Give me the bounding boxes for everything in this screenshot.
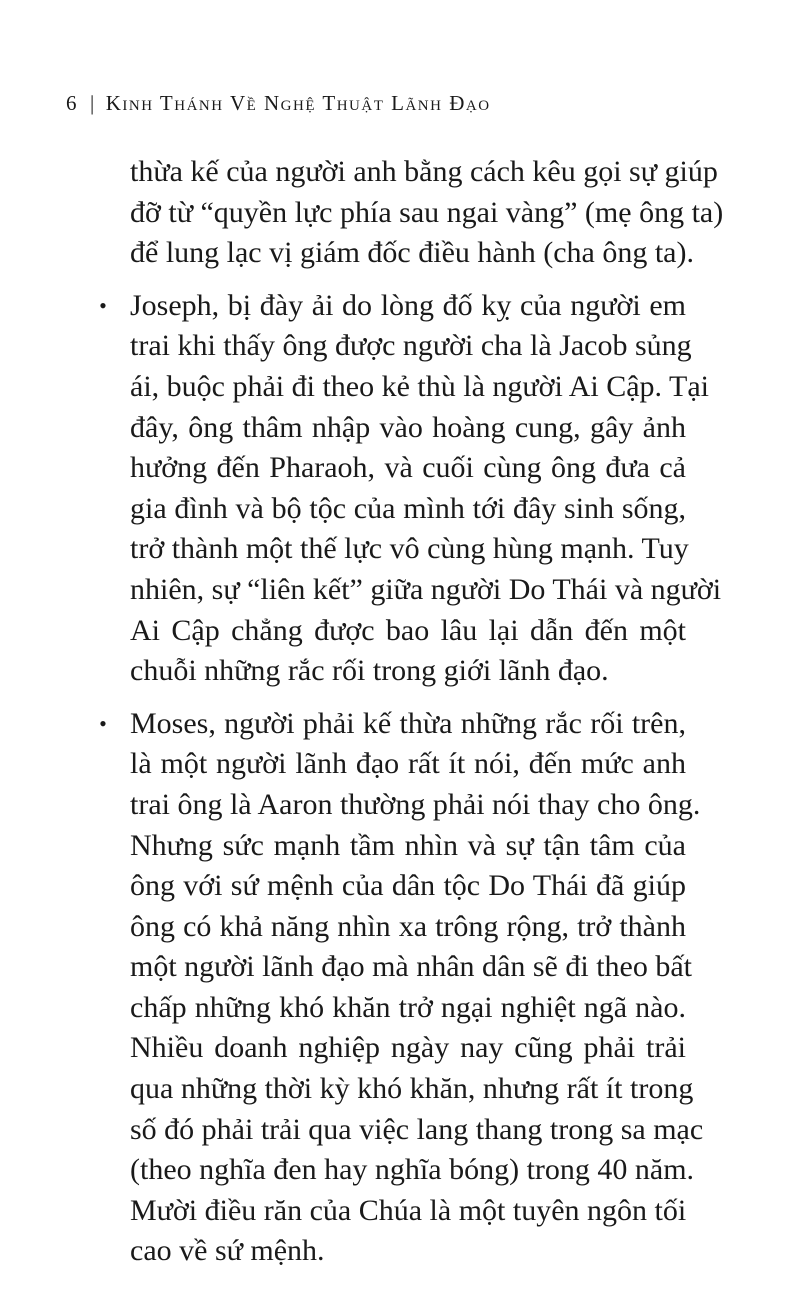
- text-line: ông có khả năng nhìn xa trông rộng, trở thành: [130, 909, 686, 943]
- text-line: nhiên, sự “liên kết” giữa người Do Thái và người: [130, 572, 722, 606]
- text-line: số đó phải trải qua việc lang thang trong sa mạc: [130, 1112, 704, 1146]
- bullet-marker: •: [99, 292, 107, 318]
- text-line: để lung lạc vị giám đốc điều hành (cha ông ta).: [130, 236, 694, 270]
- bullet-item-moses: [99, 704, 704, 1272]
- text-line: là một người lãnh đạo rất ít nói, đến mức anh: [130, 747, 686, 781]
- text-line: cao về sứ mệnh.: [130, 1234, 325, 1268]
- text-line: Nhưng sức mạnh tầm nhìn và sự tận tâm của: [130, 828, 686, 862]
- continuation-paragraph: [130, 152, 724, 274]
- text-line: thừa kế của người anh bằng cách kêu gọi sự giúp: [130, 155, 718, 188]
- text-line: (theo nghĩa đen hay nghĩa bóng) trong 40 năm.: [130, 1153, 695, 1187]
- text-line: trở thành một thế lực vô cùng hùng mạnh. Tuy: [130, 532, 689, 566]
- bullet-marker: •: [99, 710, 107, 736]
- text-line: Ai Cập chẳng được bao lâu lại dẫn đến một: [130, 613, 686, 647]
- text-line: trai khi thấy ông được người cha là Jacob sủng: [130, 329, 692, 363]
- text-line: ông với sứ mệnh của dân tộc Do Thái đã giúp: [130, 869, 686, 903]
- text-line: chuỗi những rắc rối trong giới lãnh đạo.: [130, 654, 609, 688]
- text-line: đây, ông thâm nhập vào hoàng cung, gây ảnh: [130, 410, 686, 444]
- page-number: 6: [66, 91, 78, 115]
- book-title: Kinh Thánh Về Nghệ Thuật Lãnh Đạo: [105, 91, 491, 115]
- body-text: [99, 152, 724, 1272]
- text-line: gia đình và bộ tộc của mình tới đây sinh sống,: [130, 491, 686, 525]
- text-line: Nhiều doanh nghiệp ngày nay cũng phải trải: [130, 1031, 686, 1065]
- text-line: một người lãnh đạo mà nhân dân sẽ đi theo bất: [130, 950, 693, 984]
- text-line: Mười điều răn của Chúa là một tuyên ngôn tối: [130, 1193, 687, 1227]
- text-line: ái, buộc phải đi theo kẻ thù là người Ai Cập. Tại: [130, 369, 709, 403]
- text-line: Moses, người phải kế thừa những rắc rối trên,: [130, 706, 686, 740]
- text-line: hưởng đến Pharaoh, và cuối cùng ông đưa cả: [130, 451, 686, 485]
- text-line: chấp những khó khăn trở ngại nghiệt ngã nào.: [130, 990, 686, 1024]
- bullet-item-joseph: [99, 286, 722, 692]
- header-separator: |: [90, 91, 96, 115]
- text-line: Joseph, bị đày ải do lòng đố kỵ của người em: [130, 288, 686, 322]
- text-line: qua những thời kỳ khó khăn, nhưng rất ít trong: [130, 1072, 694, 1106]
- text-line: đỡ từ “quyền lực phía sau ngai vàng” (mẹ ông ta): [130, 195, 724, 229]
- text-line: trai ông là Aaron thường phải nói thay cho ông.: [130, 787, 701, 821]
- running-header: [66, 88, 491, 118]
